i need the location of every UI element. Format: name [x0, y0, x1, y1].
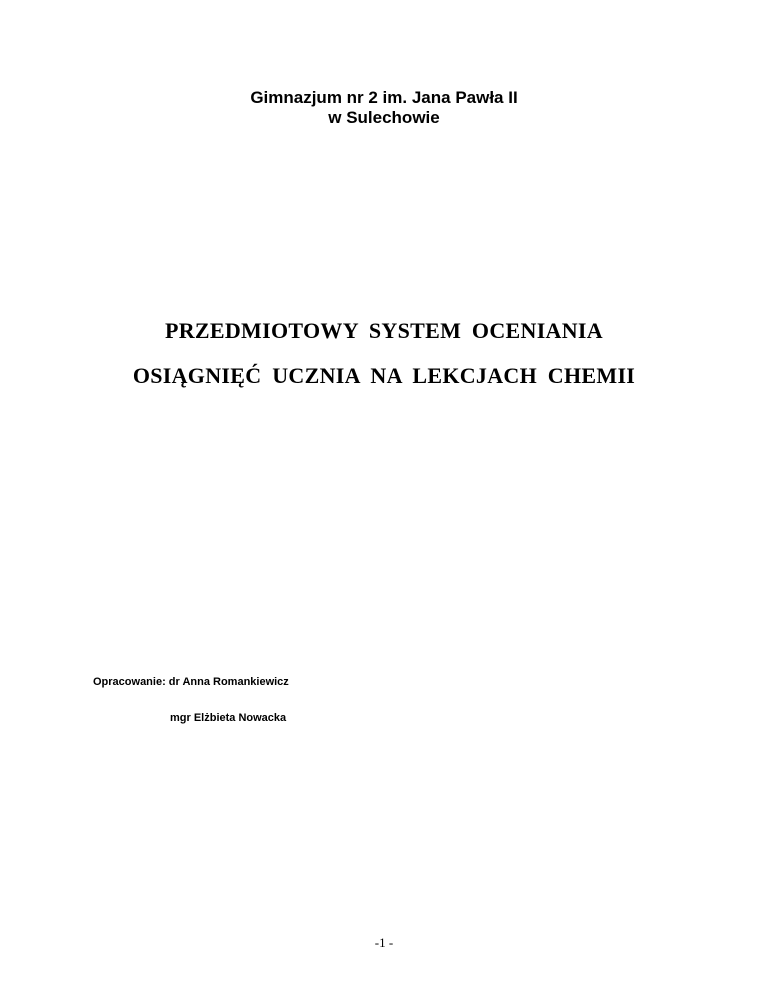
- school-name: Gimnazjum nr 2 im. Jana Pawła II: [250, 88, 518, 107]
- school-location: w Sulechowie: [328, 108, 440, 127]
- document-title: [0, 318, 768, 389]
- document-title-line2: OSIĄGNIĘĆ UCZNIA NA LEKCJACH CHEMII: [132, 363, 636, 388]
- school-header: [0, 88, 768, 128]
- page-number: -1 -: [374, 935, 394, 950]
- document-title-line1: PRZEDMIOTOWY SYSTEM OCENIANIA: [165, 318, 603, 343]
- authors-block: [93, 675, 289, 725]
- author-secondary: mgr Elżbieta Nowacka: [170, 712, 287, 724]
- author-primary: Opracowanie: dr Anna Romankiewicz: [93, 676, 289, 688]
